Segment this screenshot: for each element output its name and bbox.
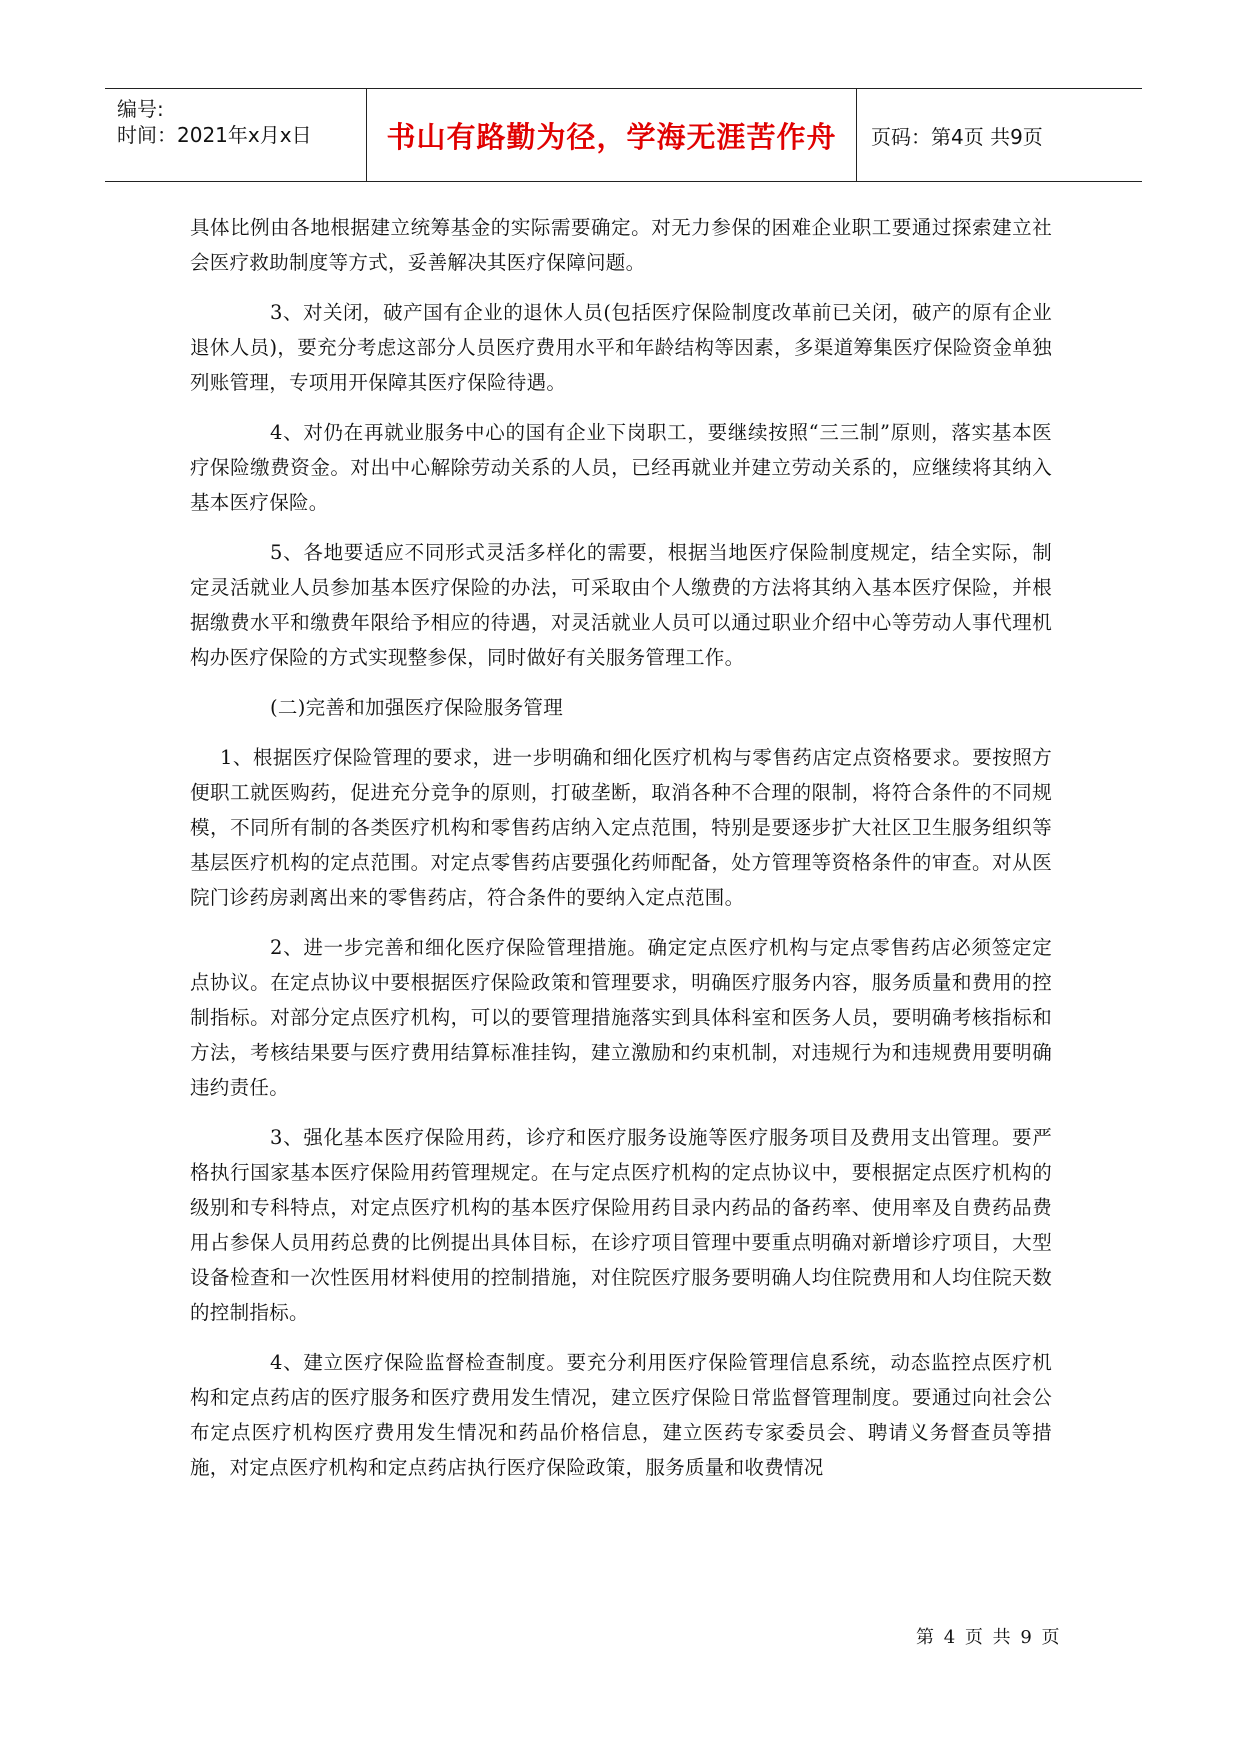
body-paragraph: 3、对关闭，破产国有企业的退休人员(包括医疗保险制度改革前已关闭，破产的原有企业退休人员)，要充分考虑这部分人员医疗费用水平和年龄结构等因素，多渠道筹集医疗保险资金单独列账管理，专项用开保障其医疗保险待遇。 — [190, 301, 1052, 394]
header-motto-cell — [367, 89, 857, 181]
section-heading: (二)完善和加强医疗保险服务管理 — [270, 696, 564, 719]
header-page-code: 页码：第4页 共9页 — [871, 124, 1043, 149]
body-paragraph: 4、建立医疗保险监督检查制度。要充分利用医疗保险管理信息系统，动态监控点医疗机构和定点药店的医疗服务和医疗费用发生情况，建立医疗保险日常监督管理制度。要通过向社会公布定点医疗机构医疗费用发生情况和药品价格信息，建立医药专家委员会、聘请义务督查员等措施，对定点医疗机构和定点药店执行医疗保险政策，服务质量和收费情况 — [190, 1351, 1052, 1479]
document-number-label: 编号: — [117, 97, 164, 121]
document-header — [105, 88, 1142, 182]
body-paragraph: 具体比例由各地根据建立统筹基金的实际需要确定。对无力参保的困难企业职工要通过探索建立社会医疗救助制度等方式，妥善解决其医疗保障问题。 — [190, 216, 1052, 274]
body-paragraph: 4、对仍在再就业服务中心的国有企业下岗职工，要继续按照“三三制”原则，落实基本医疗保险缴费资金。对出中心解除劳动关系的人员，已经再就业并建立劳动关系的，应继续将其纳入基本医疗保险。 — [190, 421, 1052, 514]
body-paragraph: 1、根据医疗保险管理的要求，进一步明确和细化医疗机构与零售药店定点资格要求。要按照方便职工就医购药，促进充分竞争的原则，打破垄断，取消各种不合理的限制，将符合条件的不同规模，不同所有制的各类医疗机构和零售药店纳入定点范围，特别是要逐步扩大社区卫生服务组织等基层医疗机构的定点范围。对定点零售药店要强化药师配备，处方管理等资格条件的审查。对从医院门诊药房剥离出来的零售药店，符合条件的要纳入定点范围。 — [190, 746, 1052, 909]
document-time-label: 时间：2021年x月x日 — [117, 123, 312, 147]
header-left-cell — [105, 89, 367, 181]
document-body — [190, 210, 1052, 1500]
header-right-cell — [857, 89, 1142, 181]
header-motto: 书山有路勤为径，学海无涯苦作舟 — [386, 119, 837, 154]
body-paragraph: 2、进一步完善和细化医疗保险管理措施。确定定点医疗机构与定点零售药店必须签定定点协议。在定点协议中要根据医疗保险政策和管理要求，明确医疗服务内容，服务质量和费用的控制指标。对部分定点医疗机构，可以的要管理措施落实到具体科室和医务人员，要明确考核指标和方法，考核结果要与医疗费用结算标准挂钩，建立激励和约束机制，对违规行为和违规费用要明确违约责任。 — [190, 936, 1052, 1099]
body-paragraph: 5、各地要适应不同形式灵活多样化的需要，根据当地医疗保险制度规定，结全实际，制定灵活就业人员参加基本医疗保险的办法，可采取由个人缴费的方法将其纳入基本医疗保险，并根据缴费水平和缴费年限给予相应的待遇，对灵活就业人员可以通过职业介绍中心等劳动人事代理机构办医疗保险的方式实现整参保，同时做好有关服务管理工作。 — [190, 541, 1052, 669]
body-paragraph: 3、强化基本医疗保险用药，诊疗和医疗服务设施等医疗服务项目及费用支出管理。要严格执行国家基本医疗保险用药管理规定。在与定点医疗机构的定点协议中，要根据定点医疗机构的级别和专科特点，对定点医疗机构的基本医疗保险用药目录内药品的备药率、使用率及自费药品费用占参保人员用药总费的比例提出具体目标，在诊疗项目管理中要重点明确对新增诊疗项目，大型设备检查和一次性医用材料使用的控制措施，对住院医疗服务要明确人均住院费用和人均住院天数的控制指标。 — [190, 1126, 1052, 1324]
page-footer: 第 4 页 共 9 页 — [916, 1627, 1062, 1648]
